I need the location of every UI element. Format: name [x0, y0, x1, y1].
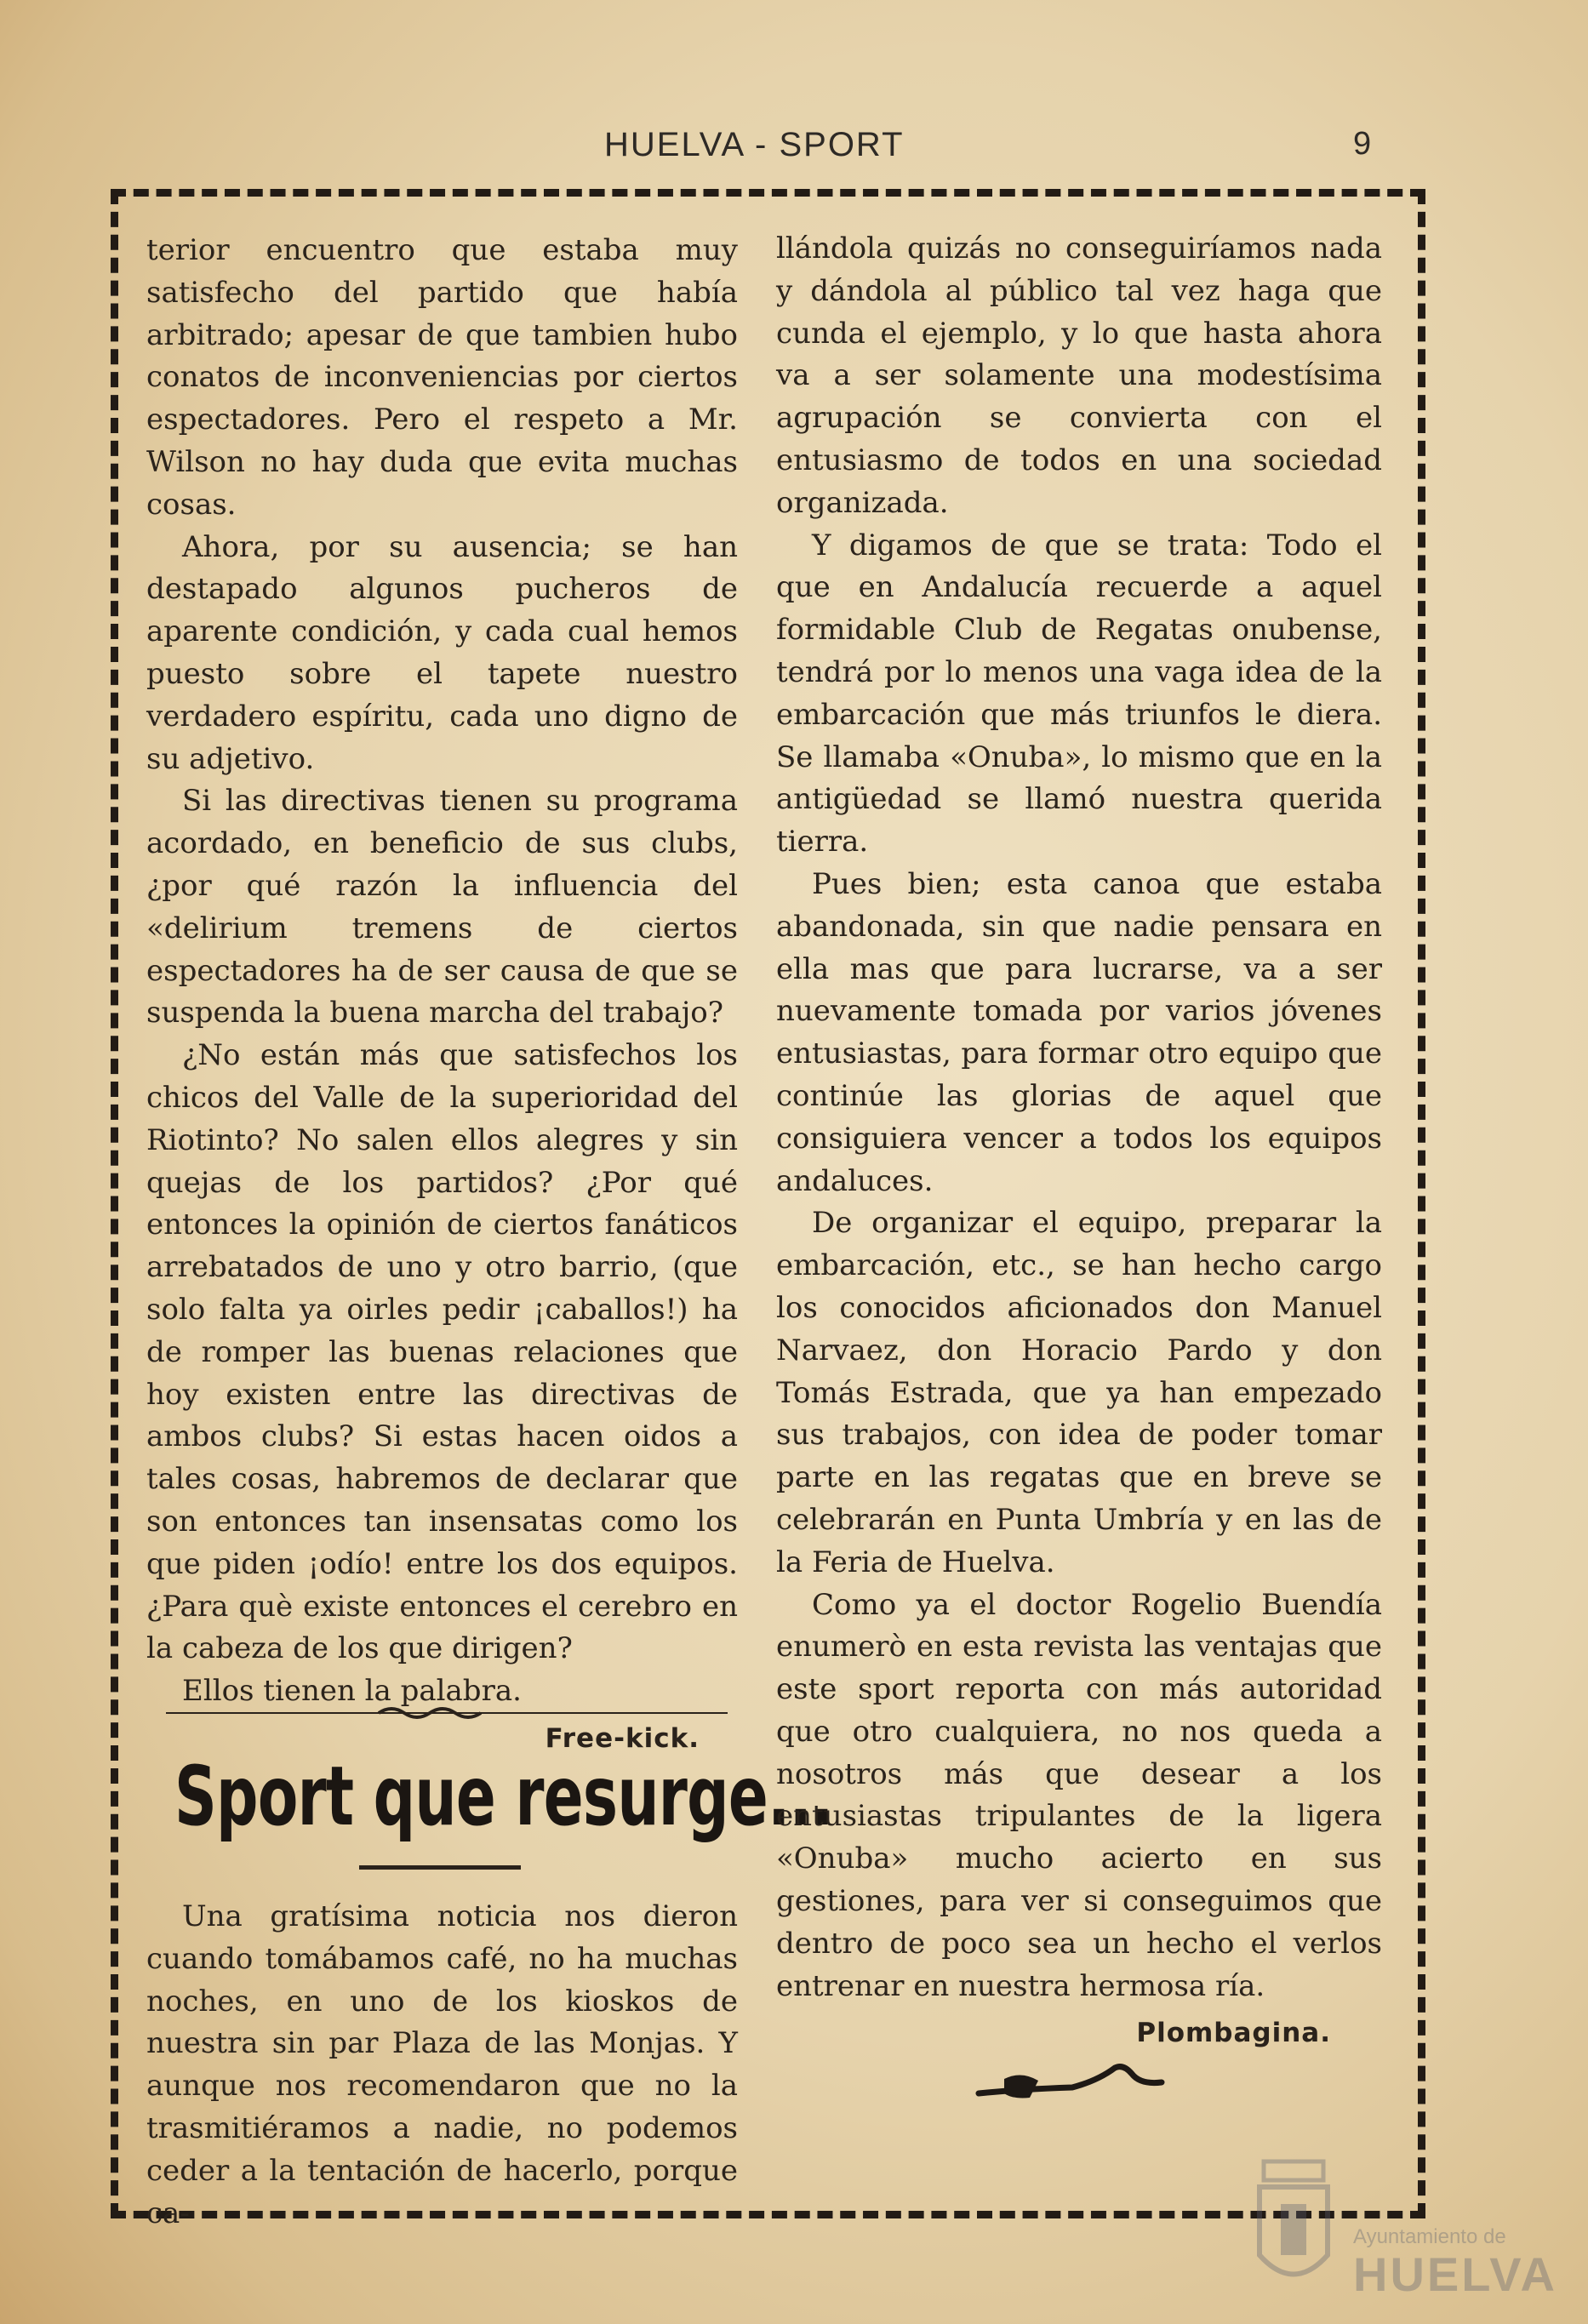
journal-title: HUELVA - SPORT [604, 126, 905, 163]
watermark-label: Ayuntamiento de [1353, 2225, 1506, 2248]
article2-paragraph: Una gratísima noticia nos dieron cuando tomábamos café, no ha muchas noches, en uno de los kioskos de nuestra sin par Plaza de las Monjas. Y aunque nos recomendaron que no la trasmitiéramos a nadie, no podemos ceder a la tentación de hacerlo, porque ca- [146, 1899, 738, 2230]
title-underline [359, 1865, 521, 1870]
municipal-watermark [1225, 2144, 1557, 2306]
article1-signature: Free-kick. [545, 1722, 700, 1754]
article1-paragraph: Ellos tienen la palabra. [182, 1674, 522, 1709]
watermark-city: HUELVA [1353, 2247, 1557, 2301]
article2-signature: Plombagina. [1136, 2018, 1331, 2049]
article1-paragraph: Si las directivas tienen su programa acordado, en beneficio de sus clubs, ¿por qué razón la influencia del «delirium tremens de ciertos espectadores ha de ser causa de que se suspenda la buena marcha del trabajo? [146, 784, 738, 1031]
article2-paragraph: llándola quizás no conseguiríamos nada y dándola al público tal vez haga que cunda el ejemplo, y lo que hasta ahora va a ser solamente una modestísima agrupación se convierta con el entusiasmo de todos en una sociedad organizada. [776, 231, 1382, 520]
city-crest-icon [1242, 2153, 1345, 2298]
article2-paragraph: Como ya el doctor Rogelio Buendía enumerò en esta revista las ventajas que este sport reporta con más autoridad que otro cualquiera, no nos queda a nosotros más que desear a los entusiastas tripulantes de la ligera «Onuba» mucho acierto en sus gestiones, para ver si conseguimos que dentro de poco sea un hecho el verlos entrenar en nuestra hermosa ría. [776, 1587, 1382, 2003]
page-header [0, 126, 1588, 177]
article1-paragraph: ¿No están más que satisfechos los chicos del Valle de la superioridad del Riotinto? No salen ellos alegres y sin quejas de los partidos? ¿Por qué entonces la opinión de ciertos fanáticos arrebatados de uno y otro barrio, (que solo falta ya oirles pedir ¡caballos!) ha de romper las buenas relaciones que hoy existen entre las directivas de ambos clubs? Si estas hacen oidos a tales cosas, habremos de declarar que son entonces tan insensatas como los que piden ¡odío! entre los dos equipos. ¿Para què existe entonces el cerebro en la cabeza de los que dirigen? [146, 1038, 738, 1666]
article1-column [146, 230, 738, 1761]
dash-ornament-icon [166, 1704, 728, 1722]
article2-paragraph: Y digamos de que se trata: Todo el que en Andalucía recuerde a aquel formidable Club de Regatas onubense, tendrá por lo menos una vaga idea de la embarcación que más triunfos le diera. Se llamaba «Onuba», lo mismo que en la antigüedad se llamó nuestra querida tierra. [776, 528, 1382, 859]
article2-title: Sport que resurge... [174, 1749, 833, 1844]
article2-paragraph: Pues bien; esta canoa que estaba abandonada, sin que nadie pensara en ella mas que para lucrarse, va a ser nuevamente tomada por varios jóvenes entusiastas, para formar otro equipo que continúe las glorias de aquel que consiguiera vencer a todos los equipos andaluces. [776, 866, 1382, 1198]
article2-right-column [776, 228, 1382, 2055]
article1-paragraph: terior encuentro que estaba muy satisfecho del partido que había arbitrado; apesar de que tambien hubo conatos de inconveniencias por ciertos espectadores. Pero el respeto a Mr. Wilson no hay duda que evita muchas cosas. [146, 233, 738, 522]
page-number: 9 [1353, 126, 1372, 162]
article2-left-column [146, 1896, 738, 2235]
article1-paragraph: Ahora, por su ausencia; se han destapado algunos pucheros de aparente condición, y cada cual hemos puesto sobre el tapete nuestro verdadero espíritu, cada uno digno de su adjetivo. [146, 529, 738, 776]
end-ornament-icon [970, 2055, 1166, 2115]
article2-paragraph: De organizar el equipo, preparar la embarcación, etc., se han hecho cargo los conocidos aficionados don Manuel Narvaez, don Horacio Pardo y don Tomás Estrada, que ya han empezado sus trabajos, con idea de poder tomar parte en las regatas que en breve se celebrarán en Punta Umbría y en las de la Feria de Huelva. [776, 1206, 1382, 1579]
